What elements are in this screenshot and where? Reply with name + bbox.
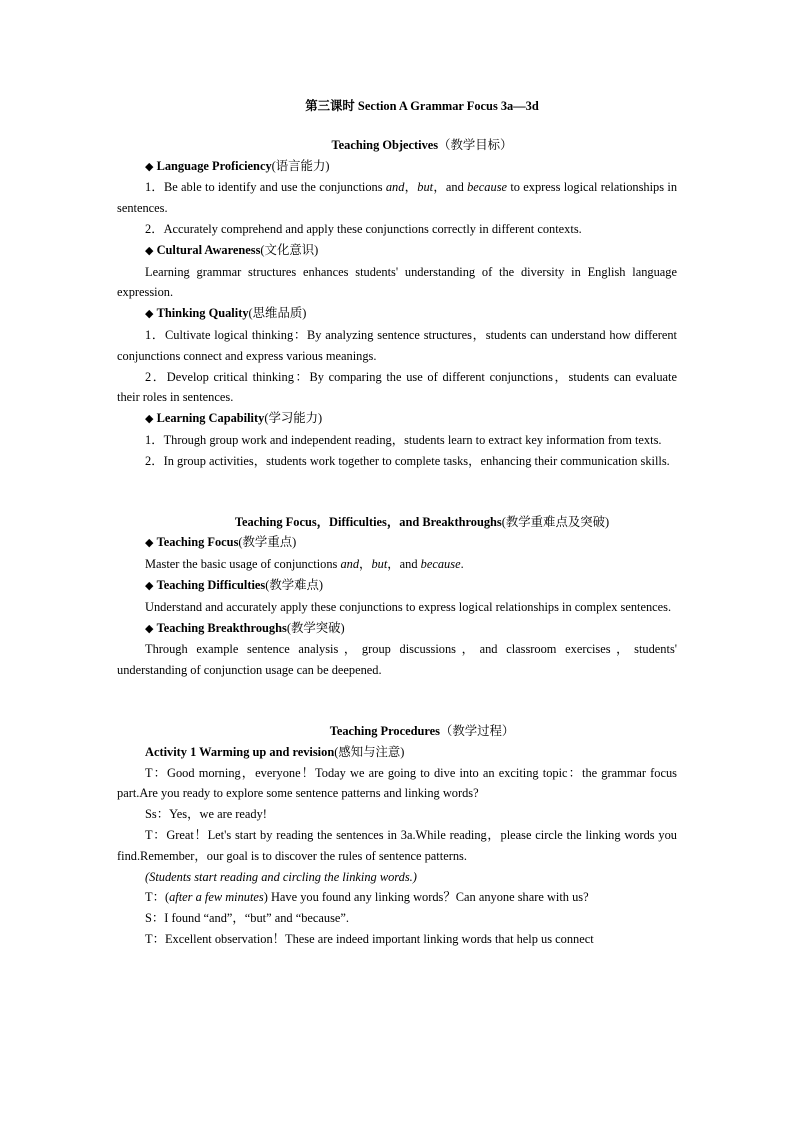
paragraph-lang2: 2．Accurately comprehend and apply these conjunctions correctly in different contexts. bbox=[145, 221, 582, 236]
paragraph-focus1 bbox=[117, 554, 677, 575]
heading-text-cn: (思维品质) bbox=[248, 306, 307, 321]
italic-run: and bbox=[340, 557, 360, 572]
paragraph-learn2: 2．In group activities，students work together to complete tasks，enhancing their communication skills. bbox=[145, 453, 670, 468]
heading-text: Language Proficiency bbox=[156, 158, 272, 173]
paragraph-diff1: Understand and accurately apply these conjunctions to express logical relationships in complex sentences. bbox=[145, 599, 672, 614]
thinking-quality-heading bbox=[117, 303, 677, 325]
heading-text: Teaching Focus bbox=[156, 535, 239, 550]
italic-run: after a few minutes bbox=[169, 890, 264, 905]
heading-text: Teaching Breakthroughs bbox=[156, 620, 287, 635]
italic-run: but bbox=[371, 557, 388, 572]
heading-text-cn: (教学难点) bbox=[265, 577, 324, 592]
paragraph-culture1: Learning grammar structures enhances students' understanding of the diversity in English language expression. bbox=[117, 264, 677, 300]
text-run: ， bbox=[404, 180, 418, 195]
heading-text-cn: (学习能力) bbox=[264, 411, 323, 426]
heading-text-cn: (文化意识) bbox=[260, 242, 319, 257]
objectives-title-cn: （教学目标） bbox=[438, 137, 513, 152]
dialogue-line-7: T：Excellent observation！These are indeed important linking words that help us connect bbox=[145, 931, 594, 946]
objectives-title bbox=[167, 135, 677, 156]
diamond-bullet-icon: ◆ bbox=[145, 537, 154, 550]
paragraph-lang1 bbox=[117, 177, 677, 219]
text-run: ， bbox=[359, 557, 372, 572]
italic-run: because bbox=[467, 180, 508, 195]
heading-text: Cultural Awareness bbox=[156, 242, 261, 257]
diamond-bullet-icon: ◆ bbox=[145, 308, 154, 321]
focus-title-en: Teaching Focus，Difficulties，and Breakthroughs bbox=[234, 514, 502, 529]
italic-run: but bbox=[417, 180, 434, 195]
language-proficiency-heading bbox=[117, 156, 677, 178]
diamond-bullet-icon: ◆ bbox=[145, 244, 154, 257]
diamond-bullet-icon: ◆ bbox=[145, 579, 154, 592]
text-run: 1．Be able to identify and use the conjunctions bbox=[145, 180, 386, 195]
paragraph-think1: 1．Cultivate logical thinking：By analyzing sentence structures，students can understand how different conjunctions connect and express various meanings. bbox=[117, 327, 677, 363]
diamond-bullet-icon: ◆ bbox=[145, 622, 154, 635]
text-run: T：( bbox=[145, 890, 170, 905]
diamond-bullet-icon: ◆ bbox=[145, 413, 154, 426]
teaching-breakthroughs-heading bbox=[117, 618, 677, 640]
italic-run: and bbox=[385, 180, 405, 195]
heading-text: Activity 1 Warming up and revision bbox=[145, 744, 335, 759]
heading-text: Teaching Difficulties bbox=[156, 577, 266, 592]
focus-title-cn: (教学重难点及突破) bbox=[501, 514, 610, 529]
procedures-title-cn: （教学过程） bbox=[439, 723, 515, 738]
heading-text-cn: (教学重点) bbox=[238, 535, 297, 550]
italic-run: (Students start reading and circling the linking words.) bbox=[145, 869, 417, 884]
activity1-heading bbox=[117, 742, 677, 763]
heading-text-cn: (语言能力) bbox=[271, 158, 330, 173]
text-run: Master the basic usage of conjunctions bbox=[145, 557, 341, 572]
dialogue-line-1: T：Good morning，everyone！Today we are going to dive into an exciting topic：the grammar focus part.Are you ready to explore some sentence patterns and linking words? bbox=[117, 765, 677, 801]
teaching-difficulties-heading bbox=[117, 575, 677, 597]
learning-capability-heading bbox=[117, 408, 677, 430]
teaching-focus-heading bbox=[117, 532, 677, 554]
paragraph-think2: 2．Develop critical thinking：By comparing the use of different conjunctions，students can evaluate their roles in sentences. bbox=[117, 369, 677, 405]
text-run: . bbox=[460, 557, 464, 572]
diamond-bullet-icon: ◆ bbox=[145, 160, 154, 173]
procedures-title bbox=[167, 721, 677, 742]
heading-text: Thinking Quality bbox=[156, 306, 249, 321]
text-run: ，and bbox=[433, 180, 468, 195]
dialogue-line-5 bbox=[117, 887, 677, 908]
text-run: to express logical relationships in sentences. bbox=[117, 180, 678, 216]
dialogue-line-4 bbox=[117, 867, 677, 888]
dialogue-line-3: T：Great！Let's start by reading the sentences in 3a.While reading，please circle the linking words you find.Remember，our goal is to discover the rules of sentence patterns. bbox=[117, 827, 677, 863]
objectives-title-en: Teaching Objectives bbox=[331, 137, 439, 152]
paragraph-break1: Through example sentence analysis，group discussions，and classroom exercises，students' understanding of conjunction usage can be deepened. bbox=[117, 642, 677, 678]
text-run: ，and bbox=[387, 557, 421, 572]
dialogue-line-2: Ss：Yes，we are ready! bbox=[145, 807, 267, 822]
italic-run: because bbox=[420, 557, 461, 572]
procedures-title-en: Teaching Procedures bbox=[329, 723, 440, 738]
cultural-awareness-heading bbox=[117, 240, 677, 262]
heading-text-cn: (教学突破) bbox=[286, 620, 345, 635]
paragraph-learn1: 1．Through group work and independent reading，students learn to extract key information from texts. bbox=[145, 432, 662, 447]
dialogue-line-6: S：I found “and”，“but” and “because”. bbox=[145, 911, 350, 926]
lesson-title: 第三课时 Section A Grammar Focus 3a—3d bbox=[305, 99, 539, 113]
focus-section-title bbox=[167, 512, 677, 533]
heading-text-cn: (感知与注意) bbox=[334, 744, 405, 759]
text-run: ) Have you found any linking words？Can anyone share with us? bbox=[263, 890, 589, 905]
heading-text: Learning Capability bbox=[156, 411, 265, 426]
document-body bbox=[117, 96, 677, 950]
